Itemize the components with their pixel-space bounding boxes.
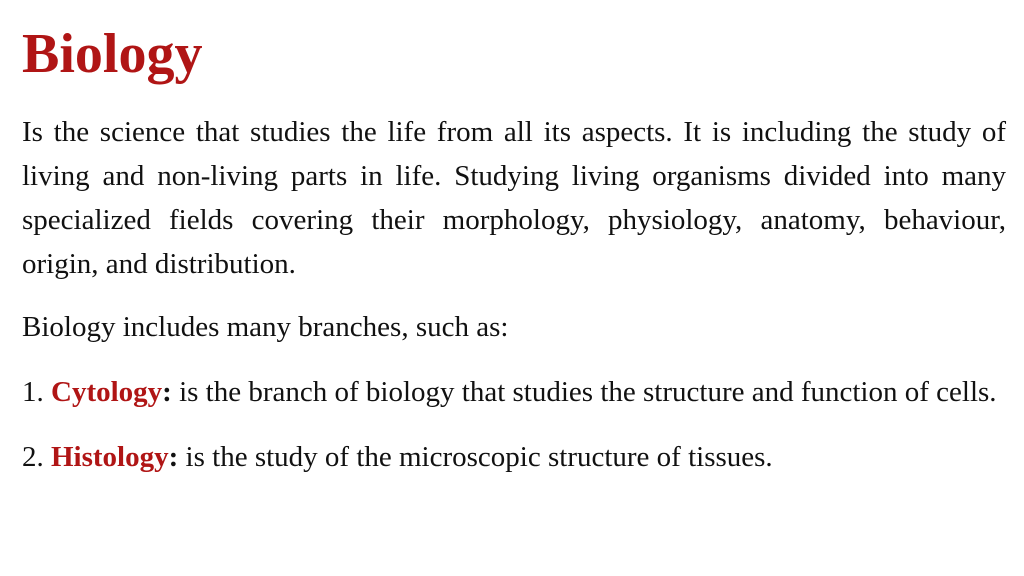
branch-number: 2.: [22, 441, 44, 473]
intro-paragraph: Is the science that studies the life from all its aspects. It is including the study of living and non-living parts in life. Studying living organisms divided into many specialized fields covering their morphology, physiology, anatomy, behaviour, origin, and distribution.: [22, 116, 1006, 280]
branch-definition: is the study of the microscopic structure of tissues.: [185, 441, 773, 473]
branch-item-cytology: [22, 370, 1006, 414]
branch-term: Cytology: [51, 376, 163, 408]
branch-item-histology: [22, 435, 1006, 479]
branch-colon: :: [168, 441, 179, 473]
branches-intro: Biology includes many branches, such as:: [22, 311, 509, 343]
branch-colon: :: [162, 376, 172, 408]
branch-term: Histology: [51, 441, 169, 473]
page-title: Biology: [22, 23, 203, 85]
branch-number: 1.: [22, 376, 44, 408]
branch-definition: is the branch of biology that studies the structure and function of cells.: [179, 376, 997, 408]
